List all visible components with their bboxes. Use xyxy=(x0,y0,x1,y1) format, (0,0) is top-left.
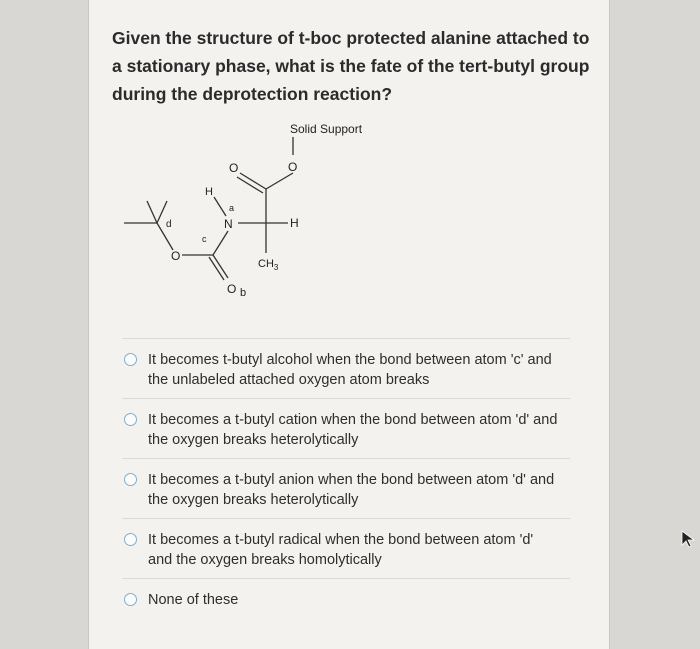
radio-button[interactable] xyxy=(124,473,137,486)
answer-option-label: It becomes a t-butyl anion when the bond between atom 'd' and the oxygen breaks heterolytically xyxy=(148,472,555,508)
radio-button[interactable] xyxy=(124,593,137,606)
answer-option-4[interactable] xyxy=(122,518,570,578)
atom-a-label: a xyxy=(229,203,235,213)
amide-hydrogen-label: H xyxy=(205,186,213,198)
answer-option-label: None of these xyxy=(148,592,239,608)
radio-button[interactable] xyxy=(124,353,137,366)
solid-support-label: Solid Support xyxy=(290,122,363,136)
answer-option-label: It becomes a t-butyl radical when the bond between atom 'd' and the oxygen breaks homolytically xyxy=(148,532,534,568)
methyl-label: $CH_3$ xyxy=(258,258,279,272)
nitrogen-label: N xyxy=(224,217,233,231)
answer-option-2[interactable] xyxy=(122,398,570,458)
ester-oxygen-label: O xyxy=(171,249,181,263)
answer-option-5[interactable] xyxy=(122,578,570,638)
answer-options xyxy=(122,338,570,638)
mouse-cursor-icon xyxy=(681,530,695,548)
answer-option-label: It becomes t-butyl alcohol when the bond between atom 'c' and the unlabeled attached oxygen atom breaks xyxy=(148,352,552,388)
question-text: Given the structure of t-boc protected alanine attached to a stationary phase, what is the fate of the tert-butyl group during the deprotection reaction? xyxy=(112,28,590,104)
support-oxygen-label: O xyxy=(288,160,298,174)
carbonyl-oxygen-label: O xyxy=(229,161,239,175)
atom-b-label: b xyxy=(240,287,247,299)
atom-d-label: d xyxy=(166,219,172,230)
radio-button[interactable] xyxy=(124,413,137,426)
answer-option-1[interactable] xyxy=(122,338,570,398)
answer-option-label: It becomes a t-butyl cation when the bond between atom 'd' and the oxygen breaks heterolytically xyxy=(148,412,558,448)
boc-alanine-structure xyxy=(110,115,390,315)
atom-b-oxygen-label: O xyxy=(227,282,237,296)
alpha-hydrogen-label: H xyxy=(290,216,299,230)
answer-option-3[interactable] xyxy=(122,458,570,518)
radio-button[interactable] xyxy=(124,533,137,546)
atom-c-label: c xyxy=(202,234,207,244)
